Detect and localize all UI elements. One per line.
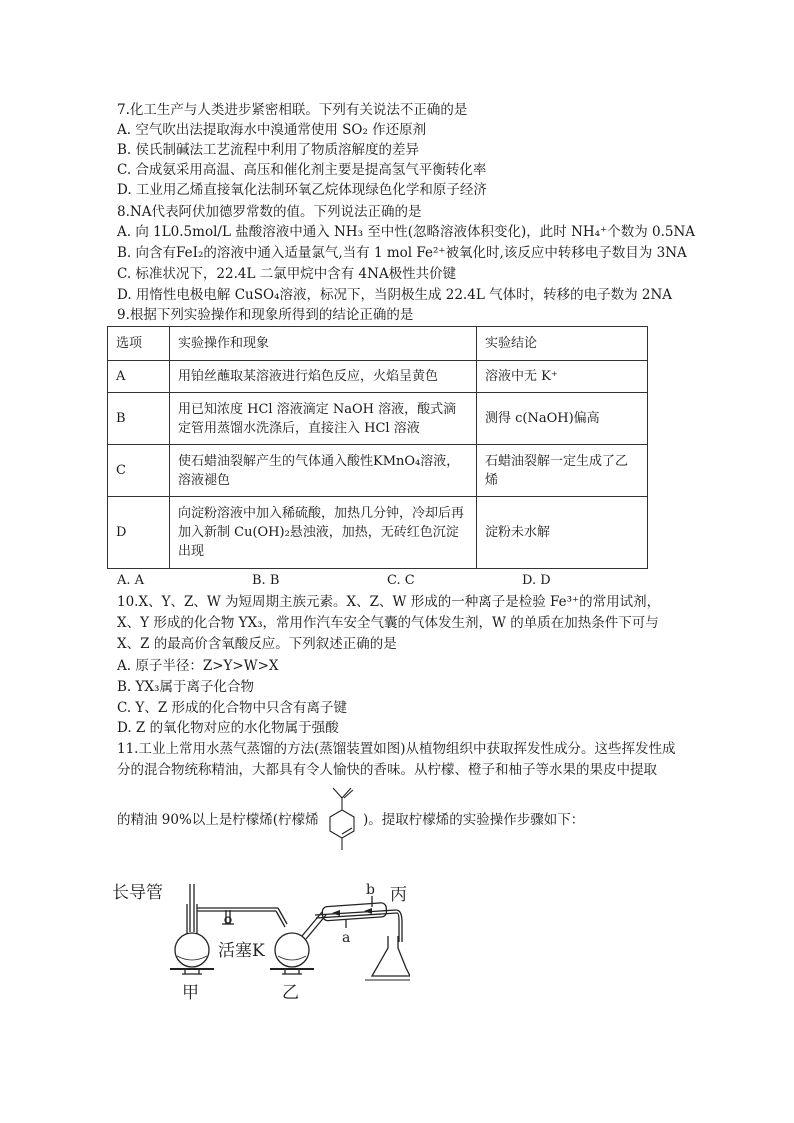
q10-option-c: C. Y、Z 形成的化合物中只含有离子键 <box>117 700 348 716</box>
row-conclusion: 石蜡油裂解一定生成了乙烯 <box>477 445 648 497</box>
label-a: a <box>342 930 351 946</box>
q7-stem: 7.化工生产与人类进步紧密相联。下列有关说法不正确的是 <box>117 102 468 118</box>
q10-option-d: D. Z 的氧化物对应的水化物属于强酸 <box>117 720 339 736</box>
row-option: A <box>108 361 170 393</box>
label-b: b <box>366 882 375 898</box>
q9-option-b: B. B <box>252 573 280 588</box>
q9-option-a: A. A <box>117 573 145 588</box>
q11-text-before-structure: 的精油 90%以上是柠檬烯(柠檬烯 <box>117 812 319 828</box>
label-jia: 甲 <box>182 983 199 1000</box>
table-row <box>108 361 648 393</box>
q8-option-a: A. 向 1L0.5mol/L 盐酸溶液中通入 NH₃ 至中性(忽略溶液体积变化)，此时 NH₄⁺个数为 0.5NA <box>117 224 696 240</box>
q7-option-c: C. 合成氨采用高温、高压和催化剂主要是提高氢气平衡转化率 <box>117 162 487 178</box>
row-operation: 向淀粉溶液中加入稀硫酸，加热几分钟，冷却后再加入新制 Cu(OH)₂悬浊液，加热，无砖红色沉淀出现 <box>170 497 477 569</box>
q11-text-after-structure: )。提取柠檬烯的实验操作步骤如下： <box>363 812 585 828</box>
limonene-structure-icon <box>323 784 361 854</box>
header-option: 选项 <box>108 327 170 361</box>
header-conclusion: 实验结论 <box>477 327 648 361</box>
q8-option-d: D. 用惰性电极电解 CuSO₄溶液，标况下，当阴极生成 22.4L 气体时，转移的电子数为 2NA <box>117 287 673 303</box>
row-operation: 用已知浓度 HCl 溶液滴定 NaOH 溶液，酸式滴定管用蒸馏水洗涤后，直接注入 HCl 溶液 <box>170 393 477 445</box>
row-option: B <box>108 393 170 445</box>
q8-option-c: C. 标准状况下，22.4L 二氯甲烷中含有 4NA极性共价键 <box>117 266 457 282</box>
label-long-tube: 长导管 <box>112 883 163 903</box>
q9-options <box>117 573 657 588</box>
q9-table <box>107 326 648 569</box>
q9-stem: 9.根据下列实验操作和现象所得到的结论正确的是 <box>117 307 414 323</box>
row-option: C <box>108 445 170 497</box>
q8-option-b: B. 向含有FeI₂的溶液中通入适量氯气,当有 1 mol Fe²⁺被氧化时,该反应中转移电子数目为 3NA <box>117 245 687 261</box>
q10-stem: 10.X、Y、Z、W 为短周期主族元素。X、Z、W 形成的一种离子是检验 Fe³⁺的常用试剂，X、Y 形成的化合物 YX₃，常用作汽车安全气囊的气体发生剂，W 的单质在加热条件下可与 X、Z 的最高价含氧酸反应。下列叙述正确的是 <box>117 594 661 652</box>
row-operation: 使石蜡油裂解产生的气体通入酸性KMnO₄溶液，溶液褪色 <box>170 445 477 497</box>
q10-option-b: B. YX₃属于离子化合物 <box>117 679 254 695</box>
row-conclusion: 溶液中无 K⁺ <box>477 361 648 393</box>
label-valve-k: 活塞K <box>218 941 265 961</box>
label-bing: 丙 <box>390 885 407 905</box>
table-row <box>108 393 648 445</box>
row-operation: 用铂丝蘸取某溶液进行焰色反应，火焰呈黄色 <box>170 361 477 393</box>
q9-option-c: C. C <box>387 573 415 588</box>
row-conclusion: 淀粉未水解 <box>477 497 648 569</box>
header-operation: 实验操作和现象 <box>170 327 477 361</box>
table-row <box>108 497 648 569</box>
q9-option-d: D. D <box>522 573 551 588</box>
label-yi: 乙 <box>282 983 299 1000</box>
distillation-apparatus <box>110 860 410 1000</box>
row-option: D <box>108 497 170 569</box>
q10-option-a: A. 原子半径：Z>Y>W>X <box>117 658 279 674</box>
q7-option-d: D. 工业用乙烯直接氧化法制环氧乙烷体现绿色化学和原子经济 <box>117 182 487 198</box>
q7-option-a: A. 空气吹出法提取海水中溴通常使用 SO₂ 作还原剂 <box>117 122 427 138</box>
row-conclusion: 测得 c(NaOH)偏高 <box>477 393 648 445</box>
q7-option-b: B. 侯氏制碱法工艺流程中利用了物质溶解度的差异 <box>117 142 420 158</box>
q11-stem: 11.工业上常用水蒸气蒸馏的方法(蒸馏装置如图)从植物组织中获取挥发性成分。这些挥发性成分的混合物统称精油，大都具有令人愉快的香味。从柠檬、橙子和柚子等水果的果皮中提取 <box>117 741 676 778</box>
table-row <box>108 445 648 497</box>
q8-stem: 8.NA代表阿伏加德罗常数的值。下列说法正确的是 <box>117 204 422 220</box>
table-header-row <box>108 327 648 361</box>
